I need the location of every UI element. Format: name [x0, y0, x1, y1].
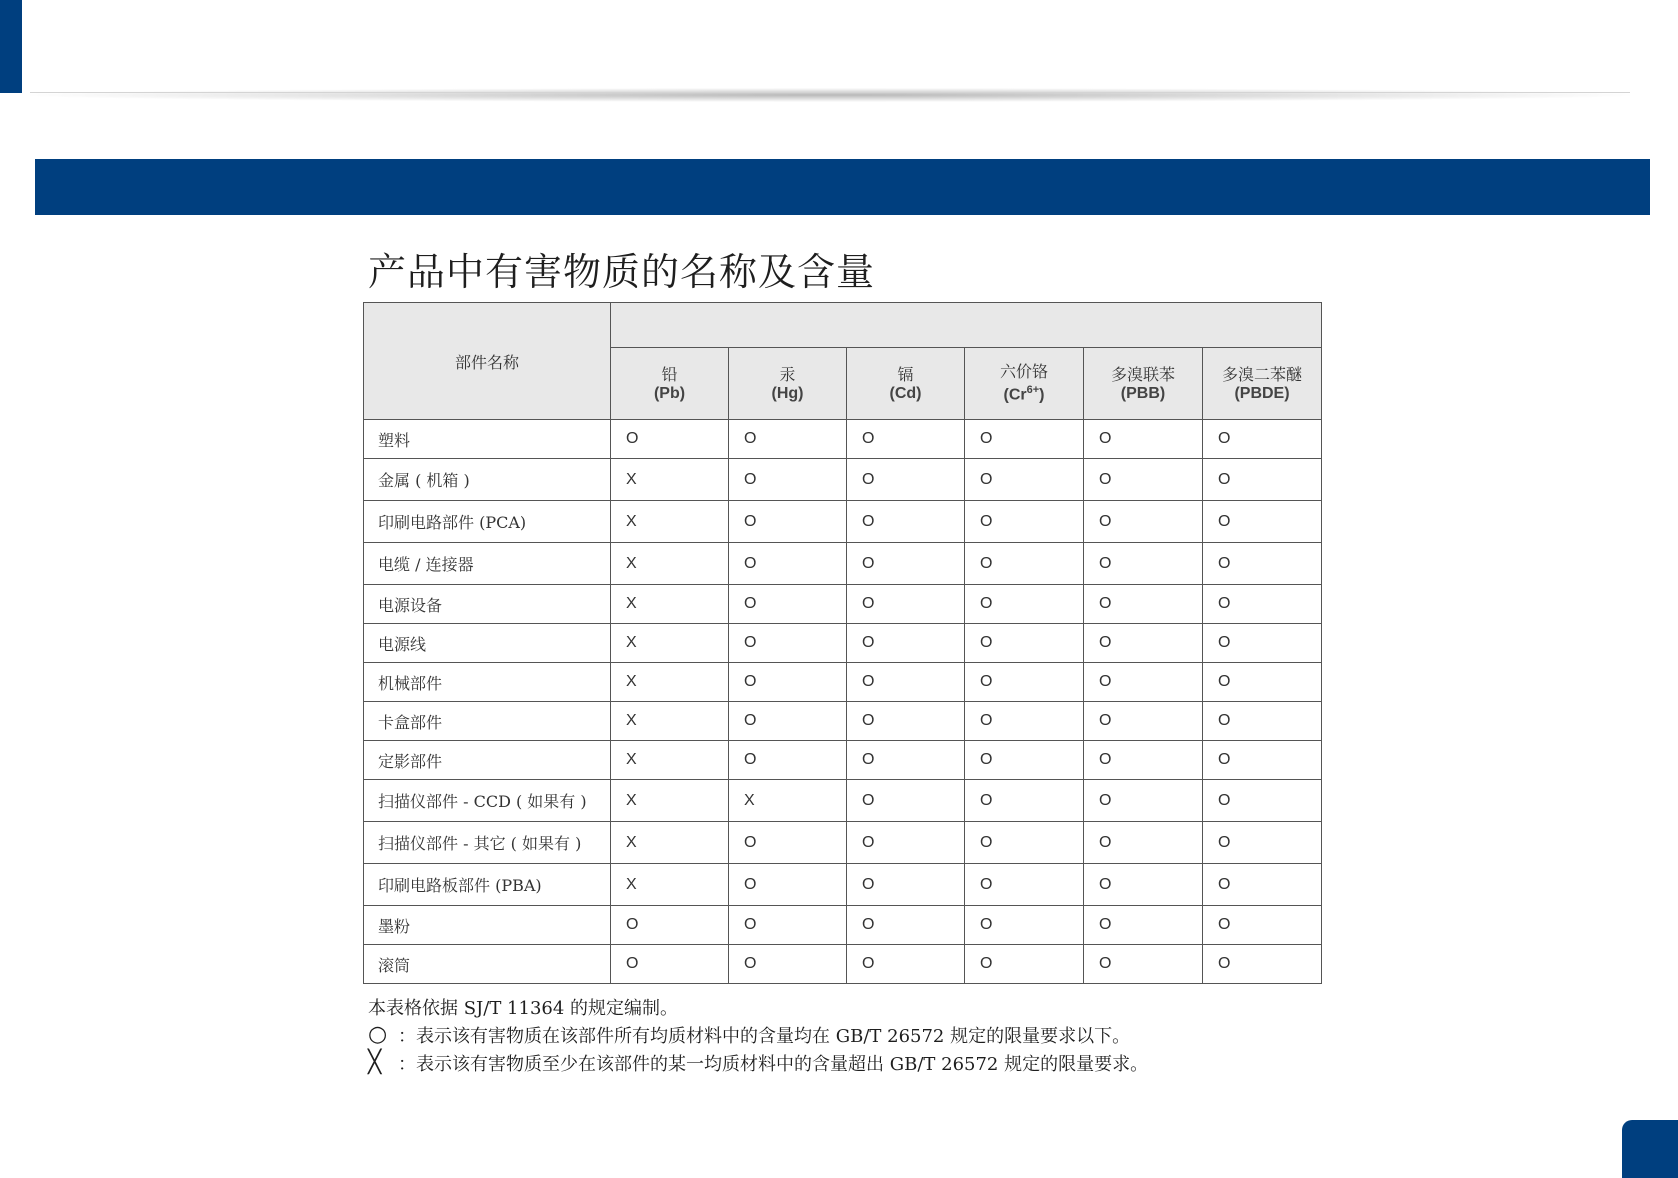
substance-mark-cell: O	[1203, 663, 1322, 702]
substance-symbol: (Cd)	[889, 384, 922, 402]
table-row	[364, 420, 1322, 459]
part-name-cell: 电源设备	[364, 585, 611, 624]
substance-mark-cell: X	[611, 624, 729, 663]
substance-cn: 六价铬	[999, 362, 1048, 382]
part-name-cell: 机械部件	[364, 663, 611, 702]
substance-mark-cell: X	[611, 501, 729, 543]
substance-symbol: $(Cr^{6+})$	[1003, 384, 1045, 404]
note-cross	[368, 1051, 1148, 1079]
substance-symbol: (PBDE)	[1234, 384, 1290, 402]
substance-symbol: (Pb)	[653, 384, 686, 402]
table-row	[364, 459, 1322, 501]
substance-mark-cell: X	[611, 459, 729, 501]
substance-mark-cell: O	[1084, 501, 1203, 543]
part-name-cell: 滚筒	[364, 945, 611, 984]
substance-mark-cell: X	[611, 702, 729, 741]
substance-mark-cell: O	[1084, 585, 1203, 624]
substance-mark-cell: X	[611, 741, 729, 780]
table-notes	[368, 995, 1148, 1079]
part-name-cell: 扫描仪部件 - CCD ( 如果有 )	[364, 780, 611, 822]
substance-mark-cell: O	[965, 741, 1084, 780]
substance-mark-cell: O	[611, 945, 729, 984]
substance-mark-cell: O	[729, 702, 847, 741]
substance-mark-cell: O	[1084, 864, 1203, 906]
page-title: 产品中有害物质的名称及含量	[368, 250, 876, 294]
substance-mark-cell: O	[1203, 741, 1322, 780]
cross-icon: ╳	[368, 1050, 382, 1075]
substance-mark-cell: O	[729, 459, 847, 501]
substance-mark-cell: O	[965, 822, 1084, 864]
substance-mark-cell: O	[1084, 822, 1203, 864]
substance-mark-cell: O	[965, 702, 1084, 741]
substance-cn: 镉	[897, 364, 914, 384]
substance-mark-cell: O	[965, 780, 1084, 822]
substance-mark-cell: O	[847, 702, 965, 741]
part-name-cell: 塑料	[364, 420, 611, 459]
table-row	[364, 543, 1322, 585]
substance-mark-cell: O	[847, 420, 965, 459]
substance-mark-cell: O	[847, 822, 965, 864]
substance-mark-cell: O	[1084, 906, 1203, 945]
substance-mark-cell: O	[1203, 459, 1322, 501]
substance-mark-cell: O	[1203, 501, 1322, 543]
substance-mark-cell: O	[847, 459, 965, 501]
table-row	[364, 945, 1322, 984]
note-circle-text: ：表示该有害物质在该部件所有均质材料中的含量均在 GB/T 26572 规定的限量要求以下。	[398, 1026, 1131, 1047]
table-row	[364, 864, 1322, 906]
corner-tab	[0, 0, 22, 93]
table-row	[364, 624, 1322, 663]
substance-mark-cell: O	[1203, 945, 1322, 984]
substance-header	[611, 348, 729, 420]
table-row	[364, 702, 1322, 741]
substance-mark-cell: O	[1203, 702, 1322, 741]
table-row	[364, 741, 1322, 780]
substance-mark-cell: O	[1084, 702, 1203, 741]
substance-mark-cell: O	[729, 741, 847, 780]
substance-mark-cell: O	[1084, 459, 1203, 501]
page-number-tab	[1622, 1120, 1678, 1178]
substance-mark-cell: O	[847, 945, 965, 984]
section-banner	[35, 159, 1650, 215]
substance-mark-cell: O	[847, 624, 965, 663]
part-name-cell: 墨粉	[364, 906, 611, 945]
substance-mark-cell: O	[1203, 543, 1322, 585]
note-circle	[368, 1023, 1148, 1051]
table-row	[364, 585, 1322, 624]
substance-mark-cell: O	[965, 420, 1084, 459]
substance-mark-cell: O	[1084, 543, 1203, 585]
substance-mark-cell: O	[965, 864, 1084, 906]
substance-mark-cell: O	[729, 864, 847, 906]
table-row	[364, 906, 1322, 945]
substance-header	[965, 348, 1084, 420]
substance-mark-cell: O	[729, 420, 847, 459]
substance-mark-cell: O	[847, 906, 965, 945]
header-divider	[30, 92, 1630, 93]
substance-header	[1084, 348, 1203, 420]
hazardous-substance-table	[363, 302, 1322, 984]
note-standard: 本表格依据 SJ/T 11364 的规定编制。	[368, 998, 679, 1019]
part-name-cell: 定影部件	[364, 741, 611, 780]
table-row	[364, 780, 1322, 822]
substance-mark-cell: X	[611, 585, 729, 624]
substance-mark-cell: O	[847, 543, 965, 585]
substance-mark-cell: O	[847, 864, 965, 906]
table-row	[364, 822, 1322, 864]
substance-mark-cell: X	[611, 663, 729, 702]
substance-mark-cell: O	[729, 945, 847, 984]
part-name-cell: 电缆 / 连接器	[364, 543, 611, 585]
substance-group-header	[611, 303, 1322, 348]
substance-cn: 汞	[779, 364, 796, 384]
part-name-cell: 电源线	[364, 624, 611, 663]
substance-mark-cell: O	[1084, 420, 1203, 459]
substance-mark-cell: O	[611, 906, 729, 945]
substance-mark-cell: O	[1203, 624, 1322, 663]
substance-mark-cell: X	[729, 780, 847, 822]
substance-mark-cell: O	[847, 741, 965, 780]
substance-mark-cell: O	[847, 780, 965, 822]
circle-icon: ○	[368, 1022, 388, 1047]
header-shadow	[30, 88, 1630, 102]
part-name-cell: 印刷电路部件 (PCA)	[364, 501, 611, 543]
substance-mark-cell: O	[1203, 822, 1322, 864]
substance-cn: 多溴联苯	[1110, 364, 1175, 384]
substance-mark-cell: O	[847, 585, 965, 624]
substance-mark-cell: X	[611, 780, 729, 822]
substance-mark-cell: O	[729, 543, 847, 585]
substance-mark-cell: O	[1203, 585, 1322, 624]
substance-mark-cell: O	[965, 663, 1084, 702]
substance-mark-cell: O	[729, 822, 847, 864]
substance-header	[847, 348, 965, 420]
substance-mark-cell: O	[729, 624, 847, 663]
substance-mark-cell: O	[965, 945, 1084, 984]
substance-mark-cell: O	[965, 585, 1084, 624]
substance-cn: 铅	[661, 364, 678, 384]
substance-mark-cell: O	[729, 501, 847, 543]
part-name-cell: 卡盒部件	[364, 702, 611, 741]
substance-symbol: (Hg)	[771, 384, 804, 402]
substance-mark-cell: X	[611, 864, 729, 906]
substance-mark-cell: O	[1203, 420, 1322, 459]
substance-mark-cell: O	[1203, 864, 1322, 906]
substance-mark-cell: O	[1084, 780, 1203, 822]
substance-mark-cell: O	[1084, 945, 1203, 984]
substance-mark-cell: O	[1084, 624, 1203, 663]
table-row	[364, 501, 1322, 543]
table-row	[364, 663, 1322, 702]
substance-mark-cell: O	[847, 663, 965, 702]
part-name-cell: 扫描仪部件 - 其它 ( 如果有 )	[364, 822, 611, 864]
part-name-cell: 金属 ( 机箱 )	[364, 459, 611, 501]
substance-mark-cell: O	[1203, 906, 1322, 945]
substance-mark-cell: O	[729, 906, 847, 945]
substance-mark-cell: O	[729, 585, 847, 624]
substance-mark-cell: O	[965, 543, 1084, 585]
note-cross-text: ：表示该有害物质至少在该部件的某一均质材料中的含量超出 GB/T 26572 规定的限量要求。	[398, 1054, 1149, 1075]
substance-cn: 多溴二苯醚	[1221, 364, 1302, 384]
substance-mark-cell: O	[965, 459, 1084, 501]
substance-symbol: (PBB)	[1120, 384, 1166, 402]
substance-mark-cell: O	[847, 501, 965, 543]
substance-mark-cell: O	[965, 906, 1084, 945]
substance-mark-cell: X	[611, 822, 729, 864]
substance-mark-cell: O	[965, 501, 1084, 543]
substance-header	[1203, 348, 1322, 420]
part-name-cell: 印刷电路板部件 (PBA)	[364, 864, 611, 906]
part-name-header: 部件名称	[364, 303, 611, 420]
substance-mark-cell: O	[729, 663, 847, 702]
table-body	[364, 420, 1322, 984]
substance-mark-cell: O	[1084, 741, 1203, 780]
substance-mark-cell: X	[611, 543, 729, 585]
substance-mark-cell: O	[1203, 780, 1322, 822]
substance-mark-cell: O	[965, 624, 1084, 663]
substance-header	[729, 348, 847, 420]
substance-mark-cell: O	[611, 420, 729, 459]
substance-mark-cell: O	[1084, 663, 1203, 702]
